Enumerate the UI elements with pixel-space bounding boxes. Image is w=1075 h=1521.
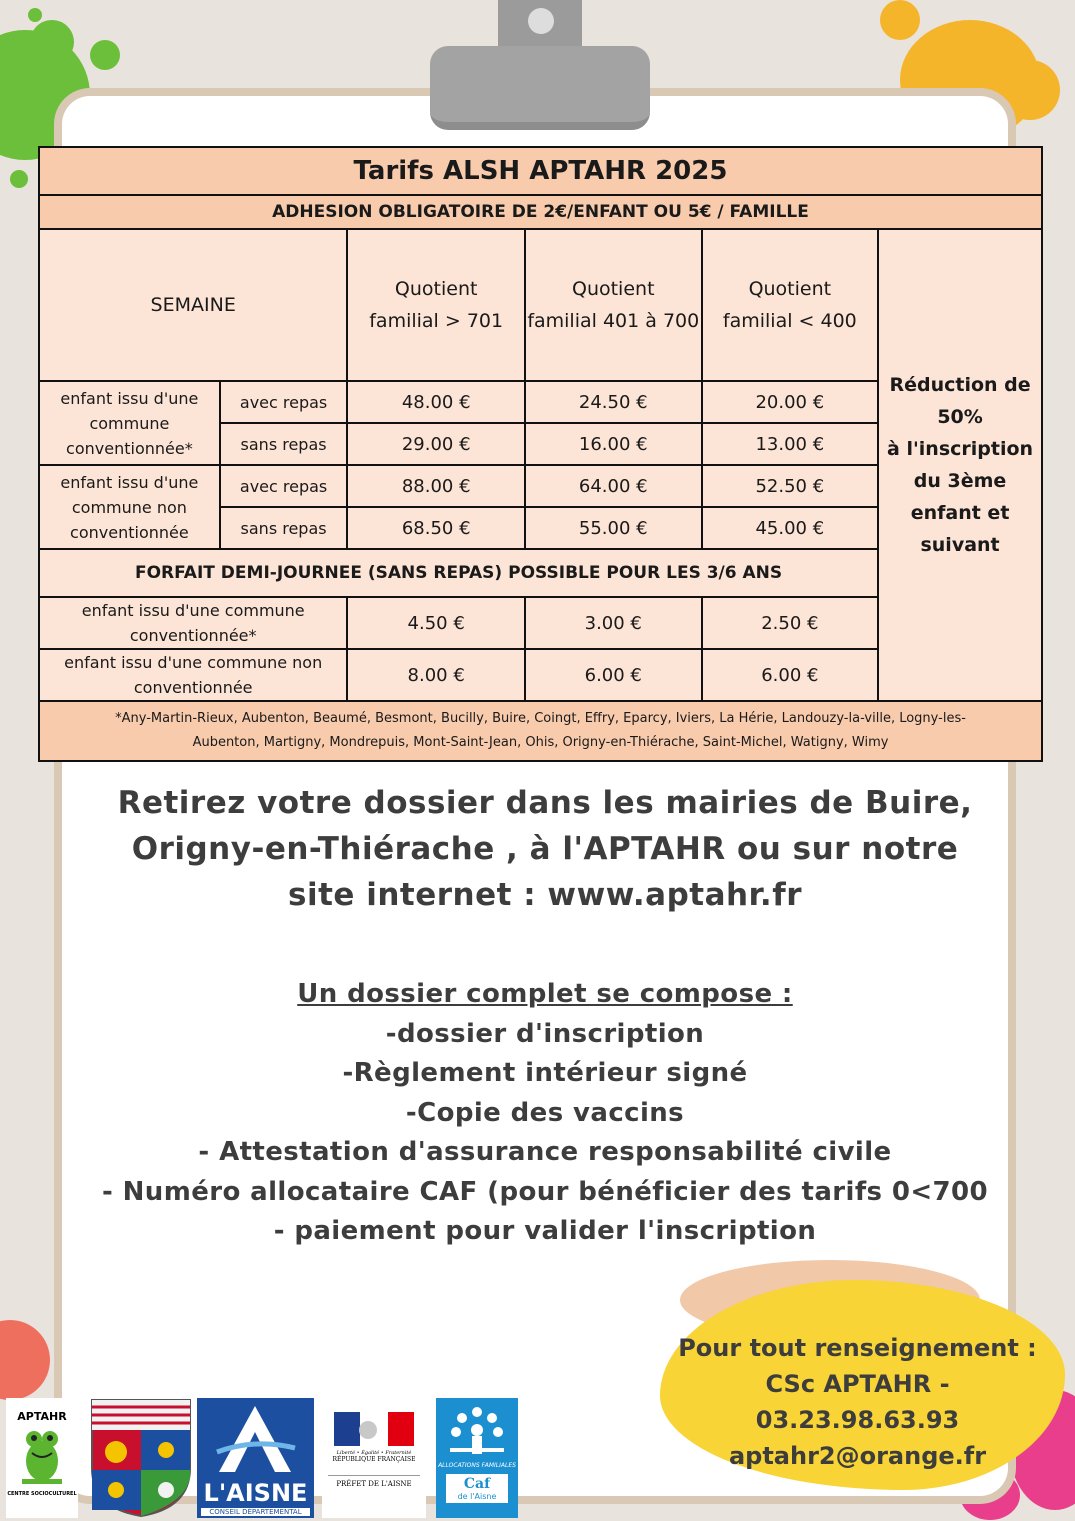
prefet-logo: Liberté • Égalité • Fraternité RÉPUBLIQUE FRANÇAISE PRÉFET DE L'AISNE: [322, 1398, 426, 1518]
forfait-header: FORFAIT DEMI-JOURNEE (SANS REPAS) POSSIBLE POUR LES 3/6 ANS: [39, 549, 878, 597]
price-cell: 3.00 €: [525, 597, 702, 649]
price-cell: 4.50 €: [347, 597, 525, 649]
reduction-note: Réduction de 50% à l'inscription du 3ème enfant et suivant: [878, 229, 1042, 701]
price-cell: 64.00 €: [525, 465, 702, 507]
list-item: - Attestation d'assurance responsabilité civile: [198, 1137, 892, 1167]
price-cell: 8.00 €: [347, 649, 525, 701]
row-label-non-conventionnee: enfant issu d'une commune non conventionnée: [39, 465, 220, 549]
tarifs-table: [38, 146, 1043, 762]
adhesion-notice: ADHESION OBLIGATOIRE DE 2€/ENFANT OU 5€ / FAMILLE: [39, 195, 1042, 229]
price-cell: 20.00 €: [702, 381, 879, 423]
price-cell: 6.00 €: [702, 649, 879, 701]
price-cell: 88.00 €: [347, 465, 525, 507]
aisne-logo: L'AISNE CONSEIL DÉPARTEMENTAL: [197, 1398, 314, 1518]
column-header-qf-701: Quotient familial > 701: [347, 229, 525, 381]
price-cell: 68.50 €: [347, 507, 525, 549]
semaine-header: SEMAINE: [39, 229, 347, 381]
price-cell: 52.50 €: [702, 465, 879, 507]
forfait-label-non-conventionnee: enfant issu d'une commune non conventionnée: [39, 649, 347, 701]
caf-family-icon: [442, 1404, 512, 1458]
price-cell: 16.00 €: [525, 423, 702, 465]
price-cell: 24.50 €: [525, 381, 702, 423]
list-item: -Copie des vaccins: [405, 1097, 685, 1128]
email-link[interactable]: aptahr2@orange.fr: [728, 1442, 987, 1470]
price-cell: 2.50 €: [702, 597, 879, 649]
price-cell: 6.00 €: [525, 649, 702, 701]
forfait-label-conventionnee: enfant issu d'une commune conventionnée*: [39, 597, 347, 649]
list-item: -Règlement intérieur signé: [342, 1058, 748, 1088]
repas-label: sans repas: [220, 423, 348, 465]
row-label-conventionnee: enfant issu d'une commune conventionnée*: [39, 381, 220, 465]
marianne-flag-icon: [334, 1412, 414, 1446]
partner-logos: [0, 1398, 530, 1521]
list-item: - Numéro allocataire CAF (pour bénéficier des tarifs 0<700: [101, 1176, 989, 1207]
price-cell: 29.00 €: [347, 423, 525, 465]
price-cell: 45.00 €: [702, 507, 879, 549]
table-title: Tarifs ALSH APTAHR 2025: [39, 147, 1042, 195]
communes-footnote: *Any-Martin-Rieux, Aubenton, Beaumé, Besmont, Bucilly, Buire, Coingt, Effry, Eparcy, Iviers, La Hérie, Landouzy-la-ville, Logny-les- Aubenton, Martigny, Mondrepuis, Mont-Saint-Jean, Ohis, Origny-en-Thiérache, Saint-Michel, Watigny, Wimy: [39, 701, 1042, 761]
coat-of-arms-logo: [88, 1398, 194, 1518]
price-cell: 13.00 €: [702, 423, 879, 465]
frog-icon: [12, 1423, 72, 1487]
repas-label: avec repas: [220, 465, 348, 507]
contact-info: Pour tout renseignement : CSc APTAHR - 03.23.98.63.93 aptahr2@orange.fr: [660, 1330, 1055, 1474]
repas-label: sans repas: [220, 507, 348, 549]
column-header-qf-400: Quotient familial < 400: [702, 229, 879, 381]
aptahr-logo: APTAHR CENTRE SOCIOCULTUREL: [6, 1398, 78, 1518]
aisne-a-icon: [197, 1398, 314, 1476]
price-cell: 48.00 €: [347, 381, 525, 423]
dossier-heading: Un dossier complet se compose :: [297, 979, 793, 1009]
column-header-qf-401-700: Quotient familial 401 à 700: [525, 229, 702, 381]
list-item: - paiement pour valider l'inscription: [273, 1216, 817, 1246]
price-cell: 55.00 €: [525, 507, 702, 549]
caf-logo: ALLOCATIONS FAMILIALES Caf de l'Aisne: [436, 1398, 518, 1518]
dossier-list: [60, 975, 1030, 1252]
list-item: -dossier d'inscription: [385, 1018, 705, 1049]
repas-label: avec repas: [220, 381, 348, 423]
retirez-dossier-text: Retirez votre dossier dans les mairies de Buire, Origny-en-Thiérache , à l'APTAHR ou sur notre site internet : www.aptahr.fr: [117, 785, 973, 913]
